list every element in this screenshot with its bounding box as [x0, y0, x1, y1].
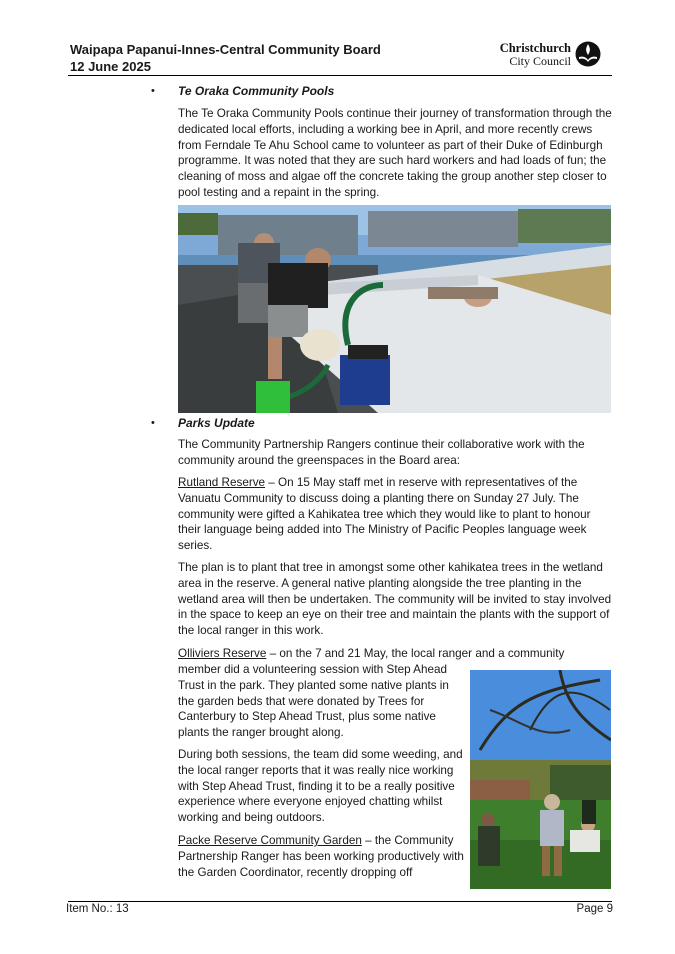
page-number: Page 9: [576, 903, 613, 915]
packe-text: – the Community Partnership Ranger has been working productively with the Garden Coordinator, recently dropping off: [178, 834, 464, 879]
section-title-pools: Te Oraka Community Pools: [178, 84, 335, 98]
report-header-title: [70, 41, 381, 75]
olliviers-reserve-link[interactable]: Olliviers Reserve: [178, 647, 267, 660]
pool-cleaning-photo: [178, 205, 611, 413]
olliviers-first-line: [178, 646, 612, 662]
sessions-paragraph: During both sessions, the team did some weeding, and the local ranger reports that it was really nice working with Step Ahead Trust, finding it to be a really positive experience where everyone enjoyed chatting whilst working and being outdoors.: [178, 748, 463, 825]
bullet-marker: •: [151, 417, 155, 429]
rutland-reserve-paragraph: [178, 475, 612, 554]
planting-plan-paragraph: The plan is to plant that tree in amongst some other kahikatea trees in the wetland area in the reserve. A general native planting alongside the tree planting in the wetland area will then be undertaken. The community will be invited to stay involved in the space to keep an eye on their tree and maintain the plants with the support of the local ranger in this work.: [178, 561, 612, 638]
council-emblem-icon: [575, 41, 601, 67]
section-title-parks: Parks Update: [178, 416, 255, 430]
rutland-reserve-link[interactable]: Rutland Reserve: [178, 476, 266, 489]
parks-intro-paragraph: The Community Partnership Rangers continue their collaborative work with the community around the greenspaces in the Board area:: [178, 438, 585, 467]
volunteer-planting-photo: [470, 670, 611, 889]
footer-divider: [68, 901, 612, 902]
pools-paragraph: The Te Oraka Community Pools continue their journey of transformation through the dedicated local efforts, including a working bee in April, and more recently crews from Ferndale Te Ahu School came to volunteer as part of their Duke of Edinburgh programme. It was noted that they are such hard workers and had loads of fun; the cleaning of moss and algae off the concrete taking the group another step closer to pool testing and a repaint in the spring.: [178, 107, 612, 199]
packe-reserve-paragraph: [178, 833, 468, 880]
christchurch-city-council-logo: [497, 41, 601, 69]
meeting-date: 12 June 2025: [70, 59, 151, 74]
logo-line-2: City Council: [509, 54, 571, 68]
header-divider: [68, 75, 612, 76]
item-number: Item No.: 13: [66, 903, 129, 915]
packe-reserve-link[interactable]: Packe Reserve Community Garden: [178, 834, 362, 847]
board-name: Waipapa Papanui-Innes-Central Community Board: [70, 42, 381, 57]
logo-line-1: Christchurch: [499, 41, 571, 55]
olliviers-line1-text: – on the 7 and 21 May, the local ranger and a community: [266, 647, 565, 660]
bullet-marker: •: [151, 85, 155, 97]
rutland-text: – On 15 May staff met in reserve with representatives of the Vanuatu Community to discuss doing a planting there on Sunday 27 July. The community were gifted a Kahikatea tree which they would like to plant to honour their language being added into The Ministry of Pacific Peoples language week series.: [178, 476, 591, 553]
olliviers-paragraph: member did a volunteering session with Step Ahead Trust in the park. They planted some native plants in the garden beds that were donated by Trees for Canterbury to Step Ahead Trust, plus some native plants the ranger brought along.: [178, 663, 449, 740]
